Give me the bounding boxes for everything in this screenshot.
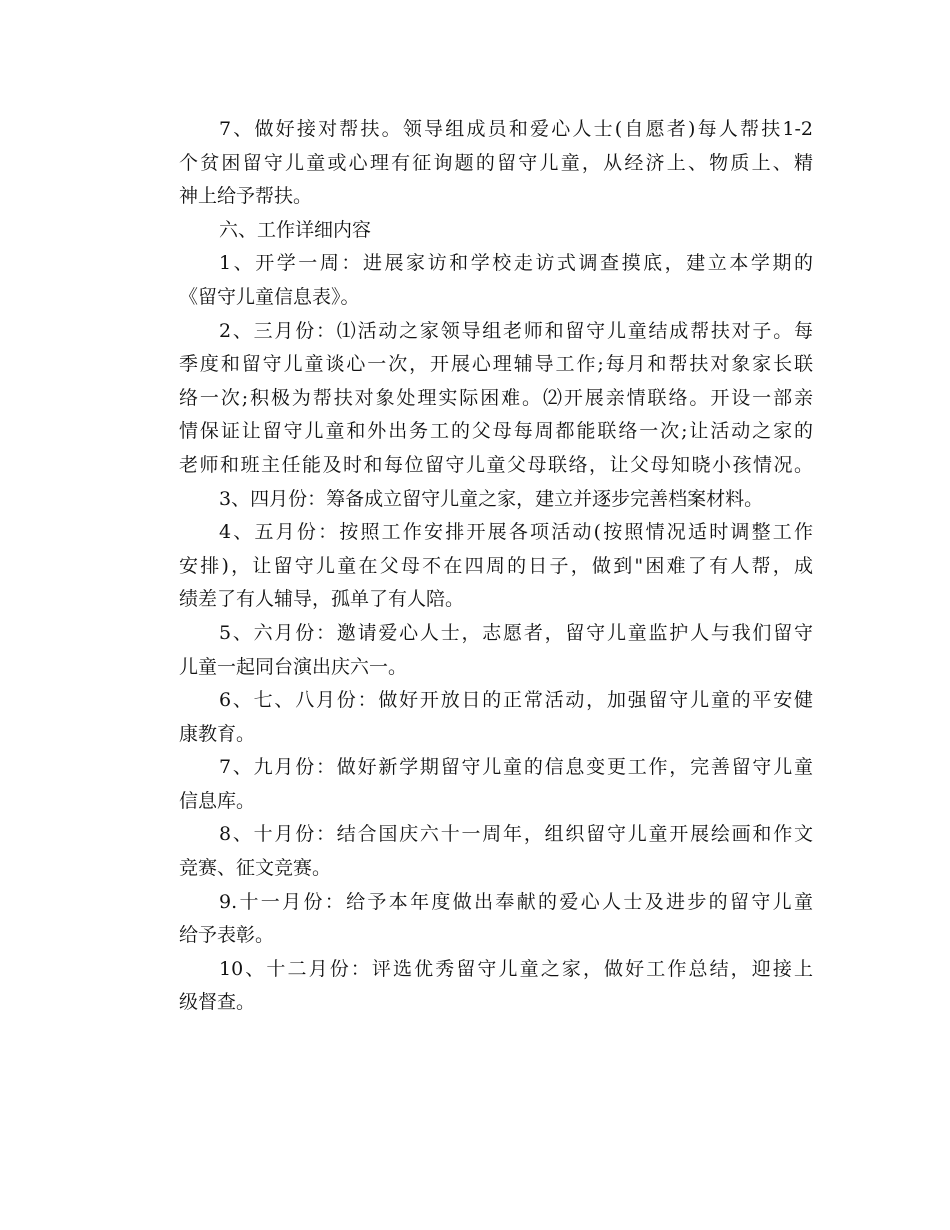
paragraph-item-7 bbox=[141, 751, 813, 818]
text-line: 络一次;积极为帮扶对象处理实际困难。⑵开展亲情联络。开设一部亲 bbox=[179, 386, 813, 409]
text-line: 7、九月份：做好新学期留守儿童的信息变更工作，完善留守儿童 bbox=[219, 756, 813, 779]
document-page bbox=[141, 113, 813, 1020]
text-line: 3、四月份：筹备成立留守儿童之家，建立并逐步完善档案材料。 bbox=[219, 487, 764, 510]
text-line: 8、十月份：结合国庆六十一周年，组织留守儿童开展绘画和作文 bbox=[219, 823, 813, 846]
text-line: 六、工作详细内容 bbox=[219, 218, 372, 241]
text-line: 6、七、八月份：做好开放日的正常活动，加强留守儿童的平安健 bbox=[219, 689, 813, 712]
text-line: 给予表彰。 bbox=[179, 924, 275, 947]
text-line: 2、三月份：⑴活动之家领导组老师和留守儿童结成帮扶对子。每 bbox=[219, 319, 813, 342]
text-line: 1、开学一周：进展家访和学校走访式调查摸底，建立本学期的 bbox=[219, 252, 813, 275]
text-line: 10、十二月份：评选优秀留守儿童之家，做好工作总结，迎接上 bbox=[219, 957, 813, 980]
text-line: 信息库。 bbox=[179, 789, 256, 812]
text-line: 7、做好接对帮扶。领导组成员和爱心人士(自愿者)每人帮扶1-2 bbox=[219, 118, 813, 140]
paragraph-item-5 bbox=[141, 617, 813, 684]
text-line: 9.十一月份：给予本年度做出奉献的爱心人士及进步的留守儿童 bbox=[219, 890, 813, 913]
text-line: 老师和班主任能及时和每位留守儿童父母联络，让父母知晓小孩情况。 bbox=[179, 453, 813, 476]
paragraph-item-10 bbox=[141, 953, 813, 1020]
text-line: 个贫困留守儿童或心理有征询题的留守儿童，从经济上、物质上、精 bbox=[179, 151, 813, 174]
paragraph-item-2 bbox=[141, 315, 813, 483]
text-line: 绩差了有人辅导，孤单了有人陪。 bbox=[179, 588, 465, 611]
text-line: 康教育。 bbox=[179, 722, 256, 745]
paragraph-item-7-pairing bbox=[141, 113, 813, 214]
paragraph-item-8 bbox=[141, 818, 813, 885]
text-line: 4、五月份：按照工作安排开展各项活动(按照情况适时调整工作 bbox=[219, 521, 813, 544]
text-line: 安排)，让留守儿童在父母不在四周的日子，做到"困难了有人帮，成 bbox=[179, 554, 813, 577]
section-heading bbox=[141, 214, 813, 248]
paragraph-item-1 bbox=[141, 247, 813, 314]
text-line: 级督查。 bbox=[179, 991, 256, 1014]
text-line: 竞赛、征文竞赛。 bbox=[179, 857, 332, 880]
text-line: 5、六月份：邀请爱心人士，志愿者，留守儿童监护人与我们留守 bbox=[219, 621, 813, 644]
text-line: 《留守儿童信息表》。 bbox=[179, 285, 360, 308]
paragraph-item-3 bbox=[141, 483, 813, 517]
text-line: 神上给予帮扶。 bbox=[179, 185, 313, 208]
text-line: 季度和留守儿童谈心一次，开展心理辅导工作;每月和帮扶对象家长联 bbox=[179, 353, 813, 376]
text-line: 儿童一起同台演出庆六一。 bbox=[179, 655, 408, 678]
paragraph-item-6 bbox=[141, 684, 813, 751]
paragraph-item-9 bbox=[141, 886, 813, 953]
paragraph-item-4 bbox=[141, 516, 813, 617]
text-line: 情保证让留守儿童和外出务工的父母每周都能联络一次;让活动之家的 bbox=[179, 420, 813, 443]
